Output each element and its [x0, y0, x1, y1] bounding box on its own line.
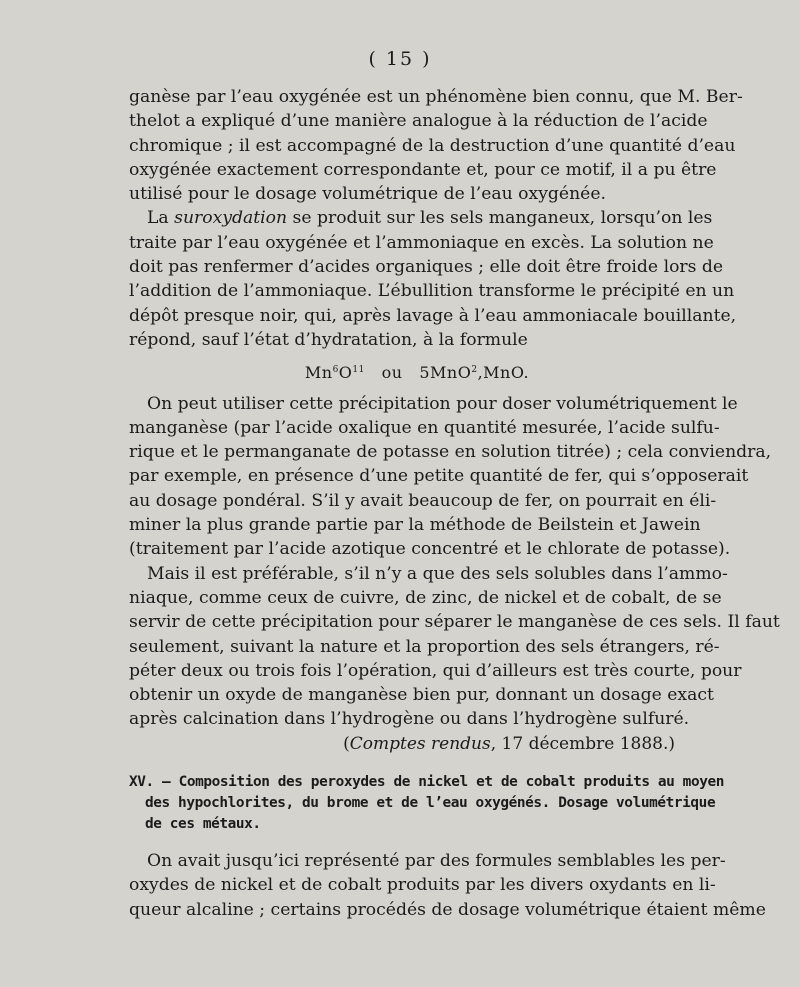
text-run: La — [147, 208, 175, 229]
formula-superscript: 2 — [471, 365, 478, 376]
text-line — [129, 206, 713, 230]
text-line: On avait jusqu’ici représenté par des formules semblables les per- — [147, 851, 726, 871]
main-text — [129, 85, 780, 756]
text-line: traite par l’eau oxygénée et l’ammoniaque en excès. La solution ne — [129, 232, 714, 253]
chemical-formula — [129, 358, 695, 385]
formula-part: O — [338, 363, 353, 383]
page-number: ( 15 ) — [368, 48, 432, 70]
citation-date: , 17 décembre 1888.) — [490, 733, 675, 754]
italic-term: suroxydation — [174, 208, 288, 229]
heading-line: XV. — Composition des peroxydes de nickel et de cobalt produits au moyen — [129, 774, 725, 790]
text-line: péter deux ou trois fois l’opération, qui d’ailleurs est très courte, pour — [129, 660, 742, 681]
formula-superscript: 6 — [332, 365, 339, 376]
text-line: utilisé pour le dosage volumétrique de l’eau oxygénée. — [129, 184, 606, 205]
citation-source: Comptes rendus — [349, 733, 491, 754]
paragraph-4 — [129, 562, 780, 732]
formula-part: Mn — [304, 363, 333, 383]
text-line: Mais il est préférable, s’il n’y a que des sels solubles dans l’ammo- — [147, 563, 728, 584]
text-line: l’addition de l’ammoniaque. L’ébullition transforme le précipité en un — [129, 281, 735, 302]
heading-line: de ces métaux. — [145, 816, 261, 832]
text-line: oxygénée exactement correspondante et, pour ce motif, il a pu être — [129, 159, 717, 180]
text-line: répond, sauf l’état d’hydratation, à la formule — [129, 329, 528, 350]
paragraph-5 — [129, 849, 766, 922]
text-line: niaque, comme ceux de cuivre, de zinc, de nickel et de cobalt, de se — [129, 587, 722, 608]
formula-or: ou — [381, 363, 403, 383]
text-line: manganèse (par l’acide oxalique en quantité mesurée, l’acide sulfu- — [129, 417, 720, 438]
heading-line: des hypochlorites, du brome et de l’eau oxygénés. Dosage volumétrique — [145, 795, 716, 811]
text-line: servir de cette précipitation pour séparer le manganèse de ces sels. Il faut — [129, 612, 780, 633]
formula-superscript: 11 — [352, 365, 365, 376]
text-line: au dosage pondéral. S’il y avait beaucoup de fer, on pourrait en éli- — [129, 490, 717, 511]
text-line: rique et le permanganate de potasse en solution titrée) ; cela conviendra, — [129, 442, 772, 463]
text-line: miner la plus grande partie par la méthode de Beilstein et Jawein — [129, 515, 701, 536]
citation — [129, 732, 695, 756]
text-line: On peut utiliser cette précipitation pour doser volumétriquement le — [147, 393, 738, 414]
paragraph-1 — [129, 85, 743, 206]
text-line: oxydes de nickel et de cobalt produits par les divers oxydants en li- — [129, 875, 716, 896]
formula-part: 5MnO — [419, 363, 472, 383]
text-line: thelot a expliqué d’une manière analogue à la réduction de l’acide — [129, 111, 708, 132]
text-line: chromique ; il est accompagné de la destruction d’une quantité d’eau — [129, 135, 736, 156]
text-line: après calcination dans l’hydrogène ou dans l’hydrogène sulfuré. — [129, 709, 690, 730]
text-line: queur alcaline ; certains procédés de dosage volumétrique étaient même — [129, 899, 766, 920]
text-run: se produit sur les sels manganeux, lorsqu’on les — [287, 208, 713, 229]
text-line: obtenir un oxyde de manganèse bien pur, donnant un dosage exact — [129, 685, 714, 706]
text-line: (traitement par l’acide azotique concentré et le chlorate de potasse). — [129, 539, 731, 560]
formula-part: ,MnO. — [477, 363, 530, 383]
text-line: par exemple, en présence d’une petite quantité de fer, qui s’opposerait — [129, 466, 749, 487]
text-line: ganèse par l’eau oxygénée est un phénomène bien connu, que M. Ber- — [129, 87, 743, 107]
text-line: doit pas renfermer d’acides organiques ; elle doit être froide lors de — [129, 257, 724, 278]
paragraph-3 — [129, 392, 772, 562]
section-heading — [129, 772, 725, 835]
text-line: dépôt presque noir, qui, après lavage à l’eau ammoniacale bouillante, — [129, 305, 737, 326]
paragraph-2 — [129, 206, 737, 352]
text-line: seulement, suivant la nature et la proportion des sels étrangers, ré- — [129, 636, 720, 657]
citation-open: ( — [343, 733, 350, 754]
